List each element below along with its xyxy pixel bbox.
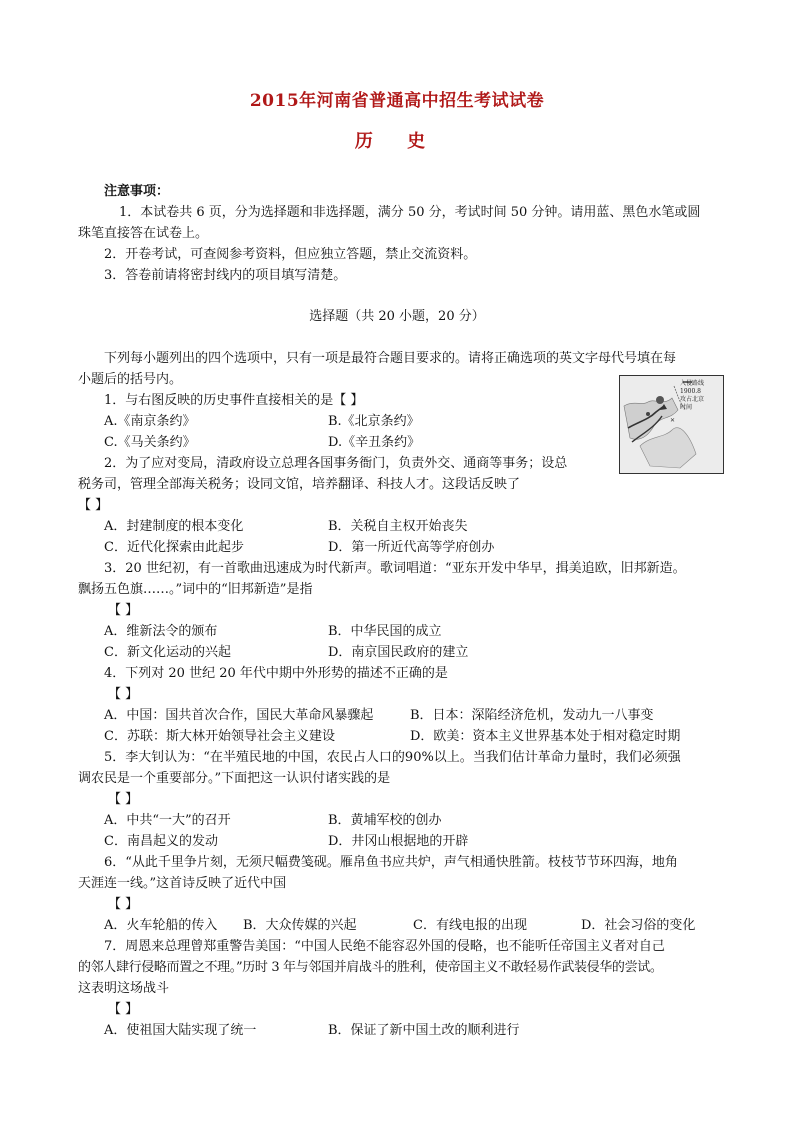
question-6-option-a: A．火车轮船的传入 <box>104 918 218 933</box>
map-legend <box>680 380 720 412</box>
question-5-option-d: D．井冈山根据地的开辟 <box>328 834 469 849</box>
question-5-option-c: C．南昌起义的发动 <box>104 834 218 849</box>
svg-text:✕: ✕ <box>670 417 676 424</box>
exam-title: 2015年河南省普通高中招生考试试卷 <box>249 91 545 111</box>
question-2-option-c: C．近代化探索由此起步 <box>104 540 244 555</box>
question-1-stem: 1．与右图反映的历史事件直接相关的是【 】 <box>104 393 364 408</box>
section-instructions: 下列每小题列出的四个选项中，只有一项是最符合题目要求的。请将正确选项的英文字母代号填在每 <box>104 351 677 366</box>
question-1-option-c: C.《马关条约》 <box>104 435 196 450</box>
map-legend-time: 时间 <box>680 404 693 411</box>
question-5-answer-bracket: 【 】 <box>108 792 139 807</box>
question-4-option-a: A．中国：国共首次合作，国民大革命风暴骤起 <box>104 708 374 723</box>
subject-title: 历 史 <box>354 131 440 152</box>
question-4-option-d: D．欧美：资本主义世界基本处于相对稳定时期 <box>410 729 681 744</box>
question-5-stem: 5．李大钊认为：“在半殖民地的中国，农民占人口的90%以上。当我们估计革命力量时，我们必须强 <box>104 750 681 765</box>
map-legend-capture: 攻占北京 <box>680 396 705 403</box>
map-legend-date: 1900.8 <box>680 388 701 395</box>
question-5-option-b: B．黄埔军校的创办 <box>328 813 442 828</box>
question-7-stem: 7．周恩来总理曾郑重警告美国：“中国人民绝不能容忍外国的侵略，也不能听任帝国主义者对自己 <box>104 939 665 954</box>
map-legend-route: 入侵路线 <box>680 380 705 387</box>
question-7-answer-bracket: 【 】 <box>108 1002 139 1017</box>
notice-item-1: 1．本试卷共 6 页，分为选择题和非选择题，满分 50 分，考试时间 50 分钟。请用蓝、黑色水笔或圆 <box>119 205 701 220</box>
question-4-answer-bracket: 【 】 <box>108 687 139 702</box>
question-1-option-b: B.《北京条约》 <box>328 414 420 429</box>
question-2-stem: 2．为了应对变局，清政府设立总理各国事务衙门，负责外交、通商等事务；设总 <box>104 456 568 471</box>
question-6-option-d: D．社会习俗的变化 <box>581 918 696 933</box>
question-5-option-a: A．中共“一大”的召开 <box>104 813 231 828</box>
question-1-option-a: A.《南京条约》 <box>104 414 196 429</box>
question-3-option-d: D．南京国民政府的建立 <box>328 645 469 660</box>
question-7-option-b: B．保证了新中国土改的顺利进行 <box>328 1023 520 1038</box>
question-2-stem-cont: 税务司，管理全部海关税务；设同文馆，培养翻译、科技人才。这段话反映了 <box>78 477 521 492</box>
question-3-answer-bracket: 【 】 <box>108 603 139 618</box>
section-instructions-cont: 小题后的括号内。 <box>78 372 183 387</box>
question-3-option-c: C．新文化运动的兴起 <box>104 645 231 660</box>
question-6-option-c: C．有线电报的出现 <box>413 918 527 933</box>
notice-item-3: 3．答卷前请将密封线内的项目填写清楚。 <box>104 268 347 283</box>
notice-item-1-cont: 珠笔直接答在试卷上。 <box>78 226 209 241</box>
question-7-stem-cont: 的邻人肆行侵略而置之不理。”历时 3 年与邻国并肩战斗的胜利，使帝国主义不敢轻易作武装侵华的尝试。 <box>78 960 663 975</box>
notice-item-2: 2．开卷考试，可查阅参考资料，但应独立答题，禁止交流资料。 <box>104 247 477 262</box>
notice-heading: 注意事项： <box>104 184 170 199</box>
question-7-option-a: A．使祖国大陆实现了统一 <box>104 1023 257 1038</box>
invasion-route-map <box>619 375 724 474</box>
question-4-stem: 4．下列对 20 世纪 20 年代中期中外形势的描述不正确的是 <box>104 666 448 681</box>
question-2-option-a: A．封建制度的根本变化 <box>104 519 244 534</box>
question-3-stem-cont: 飘扬五色旗……。”词中的“旧邦新造”是指 <box>78 582 313 597</box>
question-3-stem: 3．20 世纪初，有一首歌曲迅速成为时代新声。歌词唱道：“亚东开发中华早，揖美追欧，旧邦新造。 <box>104 561 686 576</box>
question-3-option-a: A．维新法令的颁布 <box>104 624 218 639</box>
question-6-stem-cont: 天涯连一线。”这首诗反映了近代中国 <box>78 876 287 891</box>
question-6-stem: 6．“从此千里争片刻，无须尺幅费笺砚。雁帛鱼书应共炉，声气相通快胜箭。枝枝节节环四海，地角 <box>104 855 678 870</box>
question-4-option-c: C．苏联：斯大林开始领导社会主义建设 <box>104 729 335 744</box>
question-2-option-d: D．第一所近代高等学府创办 <box>328 540 495 555</box>
question-6-option-b: B．大众传媒的兴起 <box>243 918 357 933</box>
question-1-option-d: D.《辛丑条约》 <box>328 435 421 450</box>
section-heading: 选择题（共 20 小题，20 分） <box>309 309 485 324</box>
question-3-option-b: B．中华民国的成立 <box>328 624 442 639</box>
question-6-answer-bracket: 【 】 <box>108 897 139 912</box>
question-2-option-b: B．关税自主权开始丧失 <box>328 519 468 534</box>
question-7-stem-cont-2: 这表明这场战斗 <box>78 981 170 996</box>
question-2-answer-bracket: 【 】 <box>78 498 109 513</box>
question-5-stem-cont: 调农民是一个重要部分。”下面把这一认识付诸实践的是 <box>78 771 391 786</box>
question-4-option-b: B．日本：深陷经济危机，发动九一八事变 <box>410 708 654 723</box>
